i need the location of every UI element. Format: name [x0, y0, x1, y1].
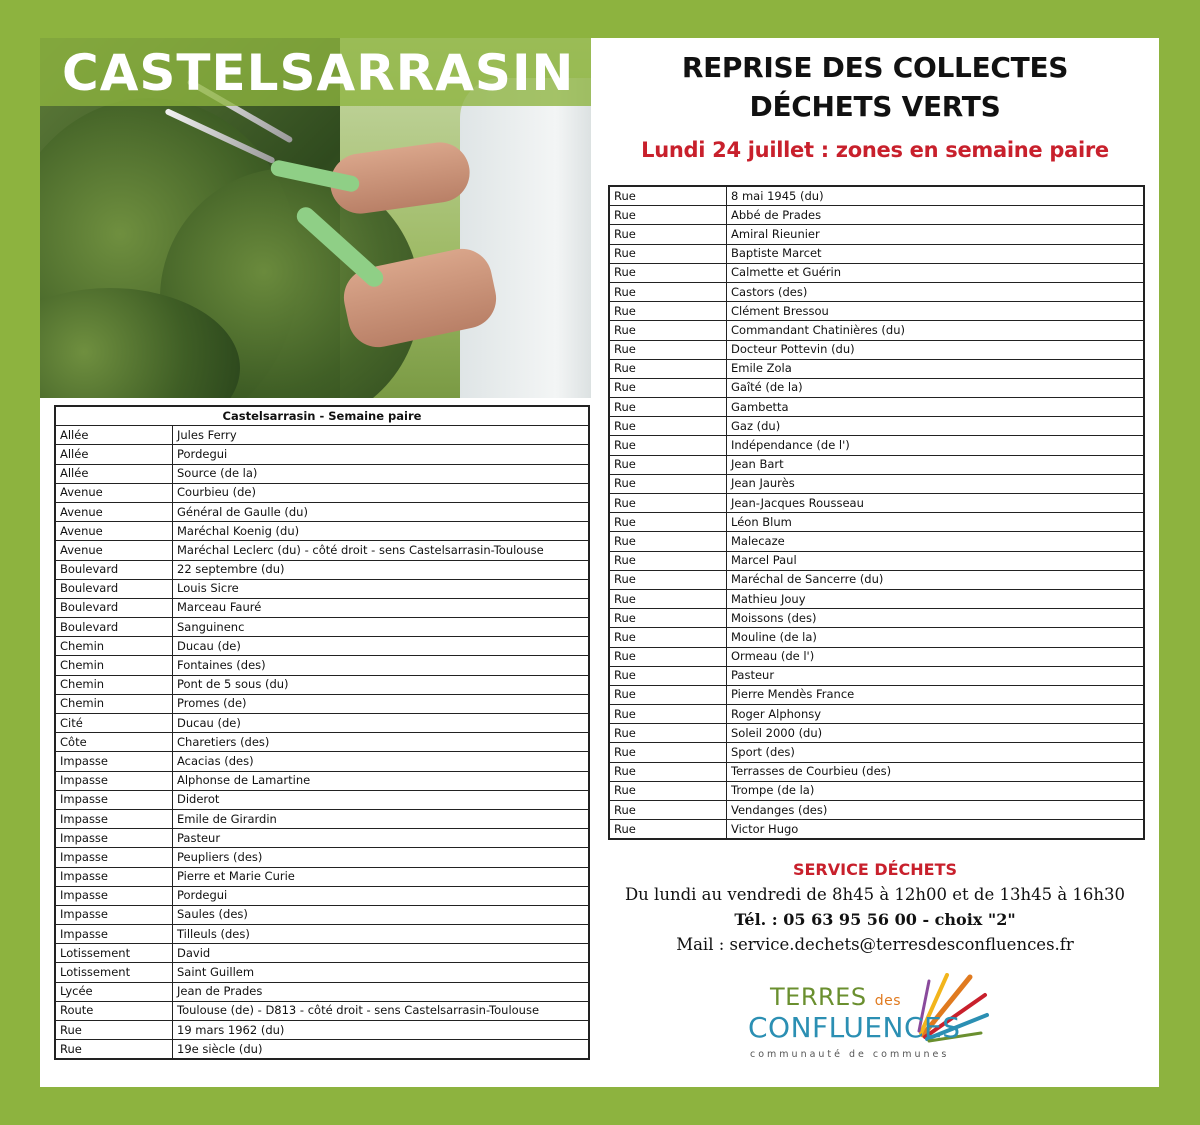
street-name-cell: Pierre et Marie Curie	[173, 867, 590, 886]
page-subtitle: Lundi 24 juillet : zones en semaine paire	[641, 138, 1109, 162]
street-type-cell: Côte	[55, 733, 173, 752]
street-type-cell: Rue	[609, 532, 727, 551]
table-row	[609, 513, 1144, 532]
left-street-table	[54, 405, 590, 1060]
street-name-cell: Gambetta	[727, 398, 1145, 417]
street-type-cell: Rue	[609, 417, 727, 436]
table-row	[55, 675, 589, 694]
logo-line1: TERRES des	[770, 983, 902, 1011]
street-name-cell: 8 mai 1945 (du)	[727, 186, 1145, 206]
table-row	[609, 263, 1144, 282]
street-type-cell: Impasse	[55, 848, 173, 867]
table-row	[609, 705, 1144, 724]
table-row	[609, 340, 1144, 359]
street-name-cell: Peupliers (des)	[173, 848, 590, 867]
street-name-cell: Charetiers (des)	[173, 733, 590, 752]
street-type-cell: Avenue	[55, 502, 173, 521]
table-row	[55, 867, 589, 886]
table-row	[609, 647, 1144, 666]
street-name-cell: Tilleuls (des)	[173, 925, 590, 944]
street-name-cell: Terrasses de Courbieu (des)	[727, 762, 1145, 781]
street-type-cell: Rue	[609, 359, 727, 378]
street-type-cell: Rue	[609, 589, 727, 608]
title-band	[40, 38, 591, 106]
table-row	[609, 781, 1144, 800]
street-type-cell: Rue	[55, 1021, 173, 1040]
street-name-cell: Abbé de Prades	[727, 206, 1145, 225]
table-row	[55, 426, 589, 445]
street-name-cell: Emile de Girardin	[173, 809, 590, 828]
street-name-cell: Léon Blum	[727, 513, 1145, 532]
table-row	[55, 464, 589, 483]
table-row	[55, 694, 589, 713]
table-row	[55, 925, 589, 944]
street-name-cell: Trompe (de la)	[727, 781, 1145, 800]
street-type-cell: Impasse	[55, 886, 173, 905]
table-row	[55, 579, 589, 598]
street-name-cell: Fontaines (des)	[173, 656, 590, 675]
street-name-cell: Maréchal Koenig (du)	[173, 522, 590, 541]
table-row	[609, 225, 1144, 244]
street-name-cell: Pordegui	[173, 886, 590, 905]
street-type-cell: Rue	[609, 282, 727, 301]
street-name-cell: Mouline (de la)	[727, 628, 1145, 647]
logo-tagline: communauté de communes	[750, 1049, 950, 1060]
table-row	[609, 685, 1144, 704]
street-name-cell: Vendanges (des)	[727, 801, 1145, 820]
service-title: SERVICE DÉCHETS	[792, 860, 958, 879]
street-name-cell: Jean de Prades	[173, 982, 590, 1001]
logo-line2: CONFLUENCES	[748, 1011, 961, 1044]
table-row	[609, 378, 1144, 397]
table-row	[55, 541, 589, 560]
street-name-cell: Ormeau (de l')	[727, 647, 1145, 666]
street-type-cell: Boulevard	[55, 618, 173, 637]
street-type-cell: Rue	[609, 494, 727, 513]
street-type-cell: Boulevard	[55, 579, 173, 598]
street-type-cell: Allée	[55, 464, 173, 483]
street-name-cell: Saules (des)	[173, 905, 590, 924]
street-name-cell: Calmette et Guérin	[727, 263, 1145, 282]
table-row	[609, 436, 1144, 455]
street-type-cell: Allée	[55, 445, 173, 464]
table-row	[55, 1021, 589, 1040]
street-type-cell: Chemin	[55, 694, 173, 713]
street-type-cell: Rue	[609, 186, 727, 206]
street-name-cell: Victor Hugo	[727, 820, 1145, 840]
street-name-cell: Castors (des)	[727, 282, 1145, 301]
table-row	[609, 359, 1144, 378]
table-row	[55, 560, 589, 579]
table-row	[55, 656, 589, 675]
street-name-cell: Indépendance (de l')	[727, 436, 1145, 455]
street-type-cell: Chemin	[55, 637, 173, 656]
street-type-cell: Rue	[609, 609, 727, 628]
table-row	[609, 570, 1144, 589]
street-type-cell: Impasse	[55, 752, 173, 771]
table-row	[55, 522, 589, 541]
street-name-cell: Marceau Fauré	[173, 598, 590, 617]
street-type-cell: Rue	[609, 666, 727, 685]
table-row	[55, 637, 589, 656]
street-type-cell: Boulevard	[55, 598, 173, 617]
table-row	[609, 417, 1144, 436]
street-name-cell: Maréchal Leclerc (du) - côté droit - sens Castelsarrasin-Toulouse	[173, 541, 590, 560]
street-name-cell: Jules Ferry	[173, 426, 590, 445]
street-name-cell: Sport (des)	[727, 743, 1145, 762]
street-type-cell: Rue	[609, 455, 727, 474]
street-type-cell: Lotissement	[55, 963, 173, 982]
table-row	[609, 743, 1144, 762]
street-name-cell: Maréchal de Sancerre (du)	[727, 570, 1145, 589]
gardener-shirt	[460, 78, 591, 398]
page-title-line1: REPRISE DES COLLECTES	[681, 51, 1069, 84]
table-row	[55, 752, 589, 771]
town-title: CASTELSARRASIN	[62, 44, 575, 102]
table-row	[609, 206, 1144, 225]
table-row	[609, 724, 1144, 743]
street-type-cell: Rue	[609, 244, 727, 263]
street-name-cell: Pasteur	[727, 666, 1145, 685]
street-type-cell: Rue	[609, 206, 727, 225]
street-type-cell: Lycée	[55, 982, 173, 1001]
street-type-cell: Rue	[609, 436, 727, 455]
street-type-cell: Rue	[609, 321, 727, 340]
table-row	[55, 733, 589, 752]
street-type-cell: Rue	[609, 820, 727, 840]
table-row	[55, 963, 589, 982]
street-name-cell: Saint Guillem	[173, 963, 590, 982]
table-row	[55, 1040, 589, 1060]
table-row	[55, 483, 589, 502]
street-name-cell: Toulouse (de) - D813 - côté droit - sens Castelsarrasin-Toulouse	[173, 1001, 590, 1020]
street-type-cell: Rue	[609, 647, 727, 666]
street-type-cell: Avenue	[55, 483, 173, 502]
table-row	[55, 714, 589, 733]
service-phone: Tél. : 05 63 95 56 00 - choix "2"	[734, 910, 1016, 929]
table-row	[609, 762, 1144, 781]
street-name-cell: 19 mars 1962 (du)	[173, 1021, 590, 1040]
street-name-cell: Pont de 5 sous (du)	[173, 675, 590, 694]
street-type-cell: Chemin	[55, 675, 173, 694]
table-row	[55, 886, 589, 905]
street-name-cell: Promes (de)	[173, 694, 590, 713]
street-name-cell: David	[173, 944, 590, 963]
page-title-line2: DÉCHETS VERTS	[749, 90, 1001, 123]
street-name-cell: Soleil 2000 (du)	[727, 724, 1145, 743]
table-row	[55, 771, 589, 790]
street-name-cell: Emile Zola	[727, 359, 1145, 378]
street-name-cell: 22 septembre (du)	[173, 560, 590, 579]
table-row	[55, 790, 589, 809]
street-type-cell: Rue	[609, 743, 727, 762]
street-type-cell: Rue	[609, 724, 727, 743]
street-type-cell: Rue	[609, 801, 727, 820]
street-name-cell: Ducau (de)	[173, 637, 590, 656]
street-type-cell: Rue	[609, 705, 727, 724]
street-type-cell: Rue	[609, 570, 727, 589]
table-row	[609, 455, 1144, 474]
street-type-cell: Rue	[609, 685, 727, 704]
poster-card	[40, 38, 1159, 1087]
street-type-cell: Boulevard	[55, 560, 173, 579]
street-name-cell: Moissons (des)	[727, 609, 1145, 628]
street-name-cell: Jean Jaurès	[727, 474, 1145, 493]
street-type-cell: Impasse	[55, 771, 173, 790]
table-row	[609, 474, 1144, 493]
street-name-cell: Source (de la)	[173, 464, 590, 483]
table-row	[609, 609, 1144, 628]
street-name-cell: Baptiste Marcet	[727, 244, 1145, 263]
hedge-trimming-photo	[40, 38, 591, 398]
street-name-cell: 19e siècle (du)	[173, 1040, 590, 1060]
table-row	[609, 666, 1144, 685]
street-name-cell: Clément Bressou	[727, 302, 1145, 321]
terres-des-confluences-logo	[740, 973, 990, 1068]
street-type-cell: Impasse	[55, 790, 173, 809]
street-type-cell: Rue	[55, 1040, 173, 1060]
street-name-cell: Marcel Paul	[727, 551, 1145, 570]
table-row	[609, 282, 1144, 301]
table-row	[609, 244, 1144, 263]
street-type-cell: Rue	[609, 302, 727, 321]
table-row	[55, 445, 589, 464]
table-row	[55, 982, 589, 1001]
right-street-table	[608, 185, 1145, 840]
service-hours: Du lundi au vendredi de 8h45 à 12h00 et de 13h45 à 16h30	[624, 885, 1126, 904]
street-name-cell: Pasteur	[173, 829, 590, 848]
street-name-cell: Mathieu Jouy	[727, 589, 1145, 608]
street-name-cell: Alphonse de Lamartine	[173, 771, 590, 790]
street-type-cell: Rue	[609, 781, 727, 800]
street-type-cell: Impasse	[55, 905, 173, 924]
street-name-cell: Général de Gaulle (du)	[173, 502, 590, 521]
street-name-cell: Commandant Chatinières (du)	[727, 321, 1145, 340]
table-row	[609, 628, 1144, 647]
street-name-cell: Jean-Jacques Rousseau	[727, 494, 1145, 513]
street-name-cell: Malecaze	[727, 532, 1145, 551]
street-name-cell: Roger Alphonsy	[727, 705, 1145, 724]
street-name-cell: Sanguinenc	[173, 618, 590, 637]
table-row	[609, 186, 1144, 206]
table-row	[609, 820, 1144, 840]
street-type-cell: Rue	[609, 225, 727, 244]
street-type-cell: Impasse	[55, 809, 173, 828]
table-row	[609, 494, 1144, 513]
street-name-cell: Louis Sicre	[173, 579, 590, 598]
street-type-cell: Impasse	[55, 829, 173, 848]
street-name-cell: Pierre Mendès France	[727, 685, 1145, 704]
street-type-cell: Rue	[609, 513, 727, 532]
street-type-cell: Avenue	[55, 522, 173, 541]
table-row	[55, 809, 589, 828]
street-name-cell: Acacias (des)	[173, 752, 590, 771]
table-row	[609, 551, 1144, 570]
table-row	[55, 618, 589, 637]
table-row	[609, 321, 1144, 340]
table-row	[609, 302, 1144, 321]
table-row	[55, 598, 589, 617]
street-type-cell: Chemin	[55, 656, 173, 675]
street-type-cell: Rue	[609, 628, 727, 647]
table-row	[55, 848, 589, 867]
street-type-cell: Impasse	[55, 867, 173, 886]
street-type-cell: Rue	[609, 551, 727, 570]
street-type-cell: Avenue	[55, 541, 173, 560]
street-type-cell: Route	[55, 1001, 173, 1020]
street-type-cell: Cité	[55, 714, 173, 733]
street-type-cell: Lotissement	[55, 944, 173, 963]
table-row	[55, 1001, 589, 1020]
table-row	[55, 502, 589, 521]
table-row	[55, 829, 589, 848]
street-type-cell: Rue	[609, 762, 727, 781]
street-name-cell: Pordegui	[173, 445, 590, 464]
table-row	[609, 801, 1144, 820]
street-name-cell: Diderot	[173, 790, 590, 809]
table-row	[55, 944, 589, 963]
street-name-cell: Jean Bart	[727, 455, 1145, 474]
street-type-cell: Impasse	[55, 925, 173, 944]
street-name-cell: Docteur Pottevin (du)	[727, 340, 1145, 359]
service-email: Mail : service.dechets@terresdesconfluences.fr	[676, 935, 1074, 954]
street-type-cell: Rue	[609, 474, 727, 493]
street-name-cell: Amiral Rieunier	[727, 225, 1145, 244]
street-name-cell: Ducau (de)	[173, 714, 590, 733]
logo-des: des	[874, 993, 902, 1009]
table-row	[609, 398, 1144, 417]
table-row	[609, 532, 1144, 551]
street-name-cell: Gaz (du)	[727, 417, 1145, 436]
street-type-cell: Rue	[609, 398, 727, 417]
street-type-cell: Allée	[55, 426, 173, 445]
table-row	[55, 905, 589, 924]
street-type-cell: Rue	[609, 378, 727, 397]
street-name-cell: Gaîté (de la)	[727, 378, 1145, 397]
table-row	[609, 589, 1144, 608]
street-type-cell: Rue	[609, 263, 727, 282]
street-type-cell: Rue	[609, 340, 727, 359]
street-name-cell: Courbieu (de)	[173, 483, 590, 502]
table-heading: Castelsarrasin - Semaine paire	[55, 406, 589, 426]
